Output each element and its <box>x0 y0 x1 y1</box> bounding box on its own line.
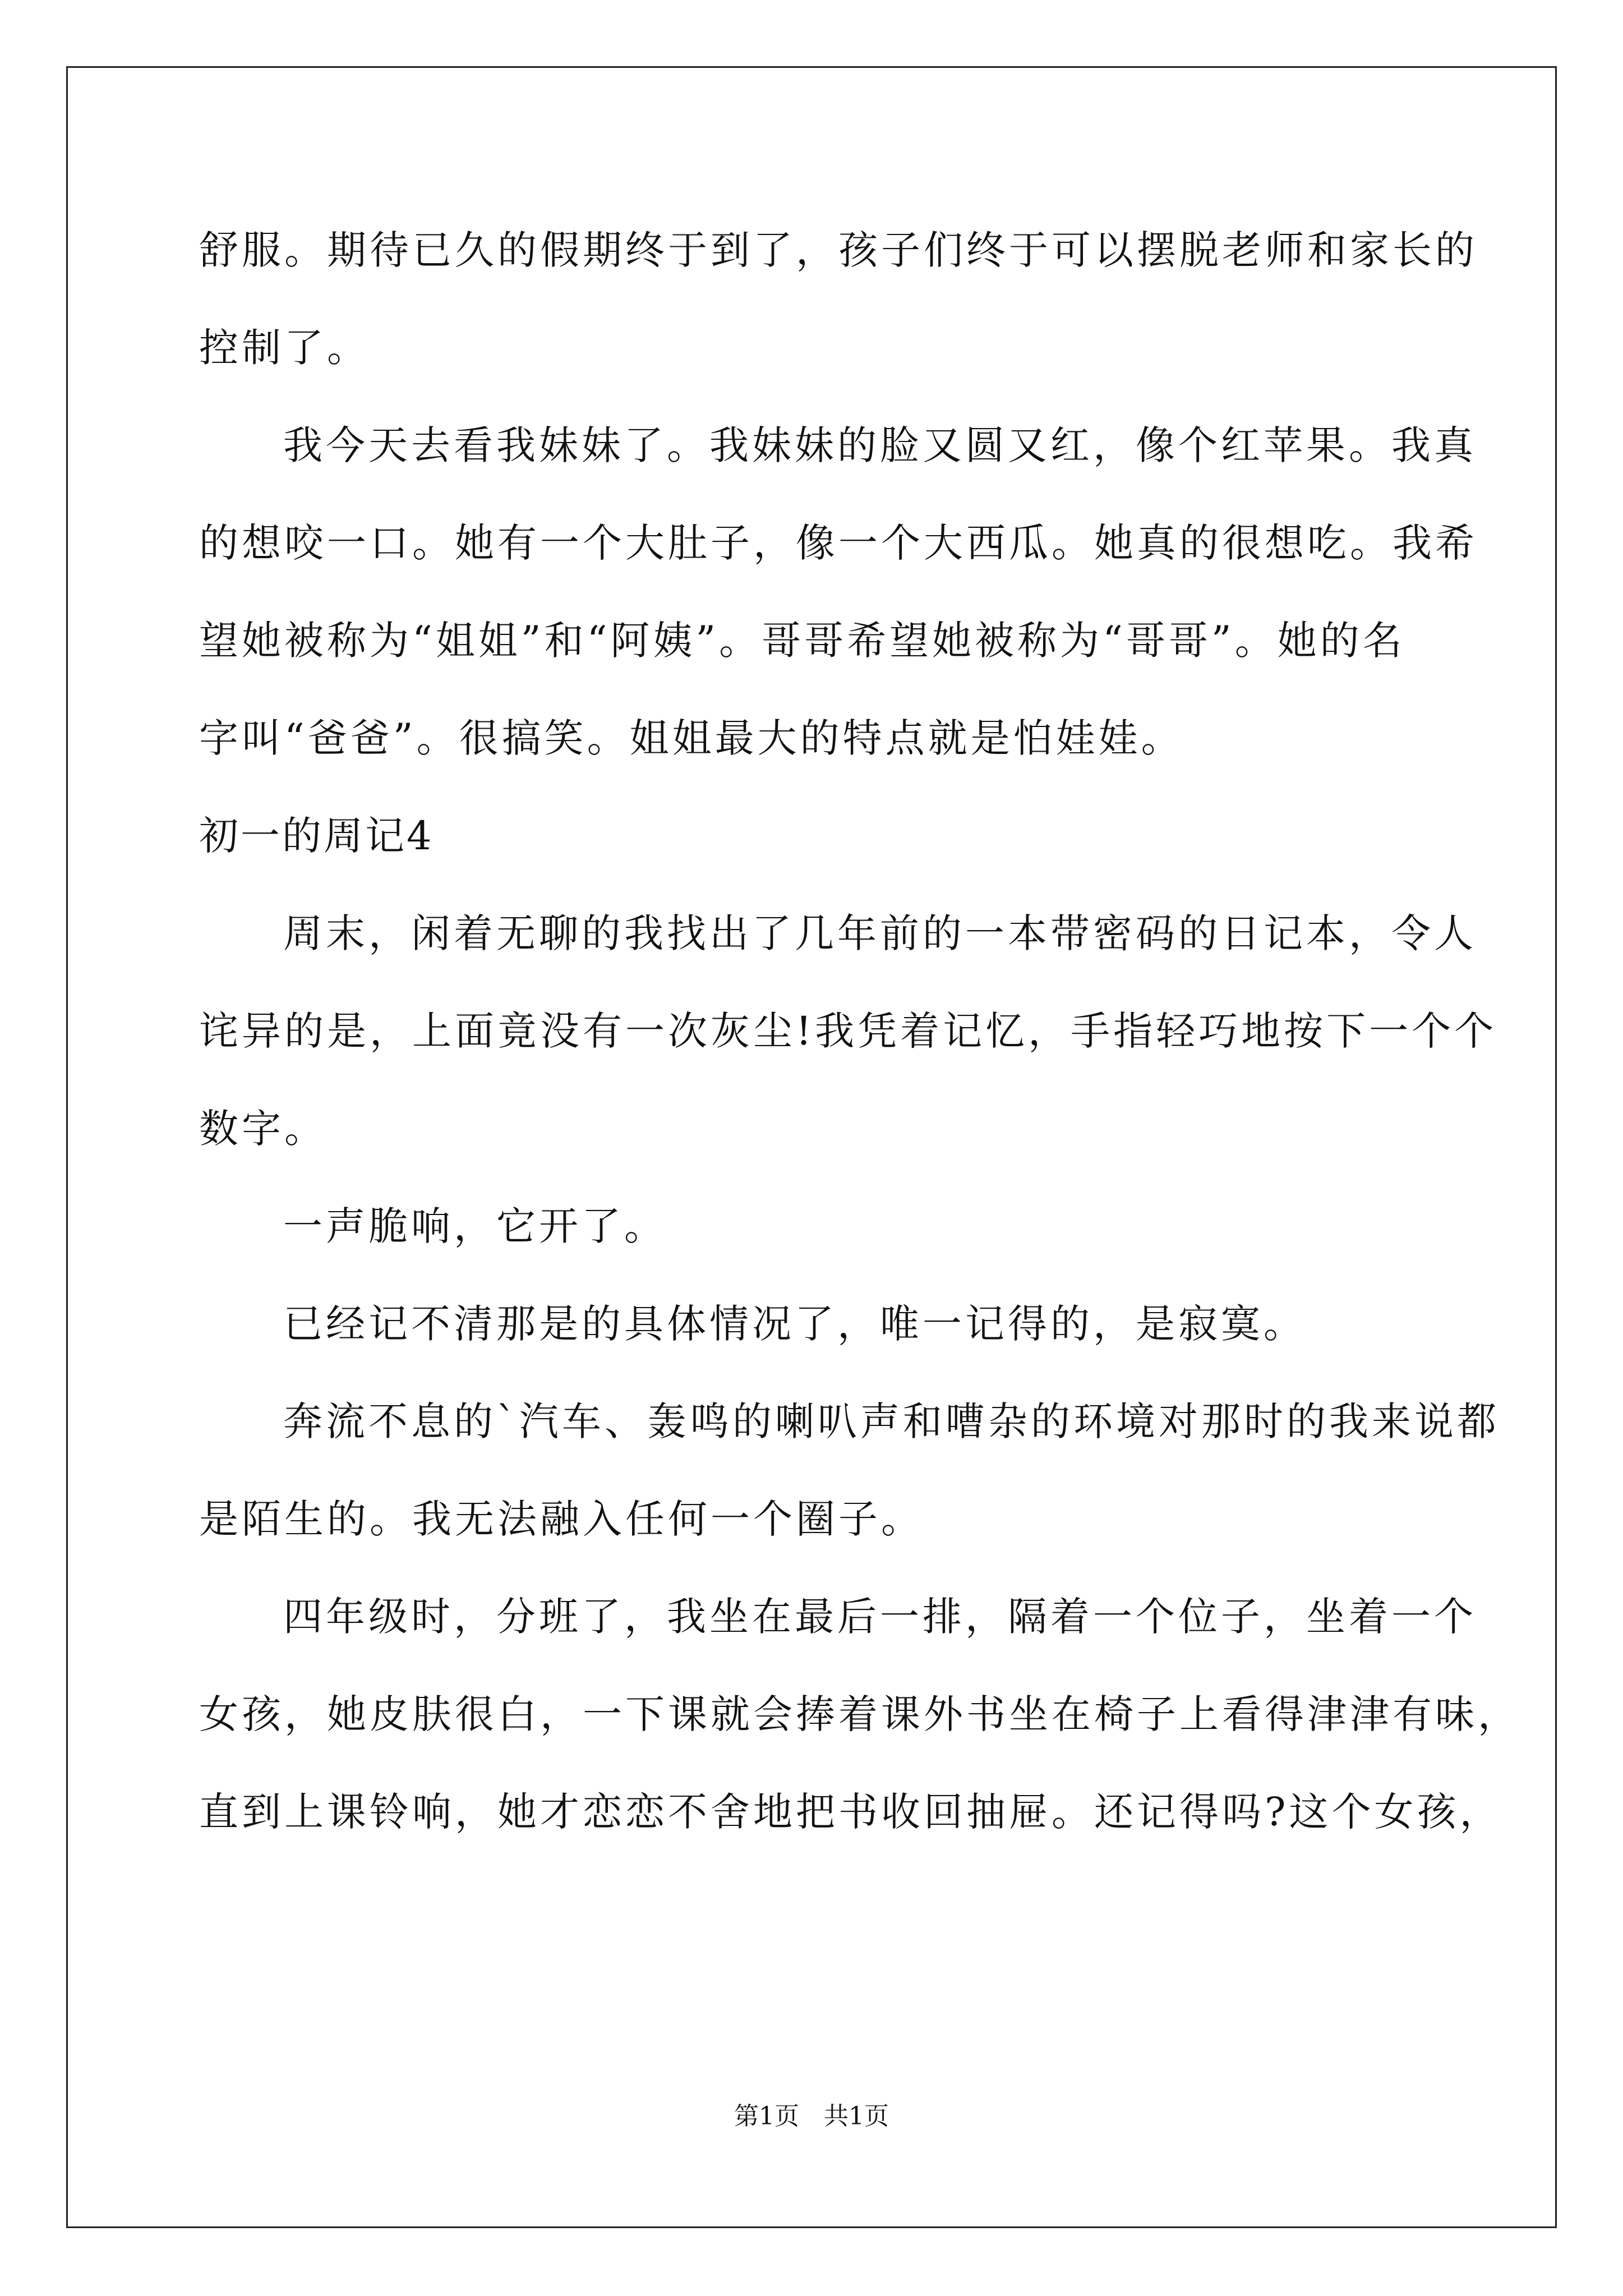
text-line: 女孩，她皮肤很白，一下课就会捧着课外书坐在椅子上看得津津有味， <box>199 1691 1520 1737</box>
page-number: 第1页 <box>734 2102 799 2131</box>
text-line: 字叫“爸爸”。很搞笑。姐姐最大的特点就是怕娃娃。 <box>199 715 1184 761</box>
text-line: 望她被称为“姐姐”和“阿姨”。哥哥希望她被称为“哥哥”。她的名 <box>199 618 1405 664</box>
page-footer <box>0 2101 1623 2132</box>
text-line: 控制了。 <box>199 325 370 371</box>
text-line: 我今天去看我妹妹了。我妹妹的脸又圆又红，像个红苹果。我真 <box>283 422 1477 468</box>
text-line: 诧异的是，上面竟没有一次灰尘!我凭着记忆，手指轻巧地按下一个个 <box>199 1008 1497 1054</box>
text-line: 直到上课铃响，她才恋恋不舍地把书收回抽屉。还记得吗?这个女孩， <box>199 1789 1502 1835</box>
document-body <box>199 213 1520 1872</box>
text-line: 的想咬一口。她有一个大肚子，像一个大西瓜。她真的很想吃。我希 <box>199 520 1478 566</box>
section-heading: 初一的周记4 <box>199 813 434 859</box>
text-line: 已经记不清那是的具体情况了，唯一记得的，是寂寞。 <box>283 1301 1306 1347</box>
text-line: 数字。 <box>199 1106 327 1152</box>
text-line: 奔流不息的`汽车、轰鸣的喇叭声和嘈杂的环境对那时的我来说都 <box>283 1398 1500 1444</box>
text-line: 周末，闲着无聊的我找出了几年前的一本带密码的日记本，令人 <box>283 910 1477 956</box>
text-line: 一声脆响，它开了。 <box>283 1203 667 1249</box>
page-total: 共1页 <box>824 2102 889 2131</box>
text-line: 是陌生的。我无法融入任何一个圈子。 <box>199 1496 924 1542</box>
text-line: 舒服。期待已久的假期终于到了，孩子们终于可以摆脱老师和家长的 <box>199 227 1478 273</box>
text-line: 四年级时，分班了，我坐在最后一排，隔着一个位子，坐着一个 <box>283 1594 1477 1640</box>
